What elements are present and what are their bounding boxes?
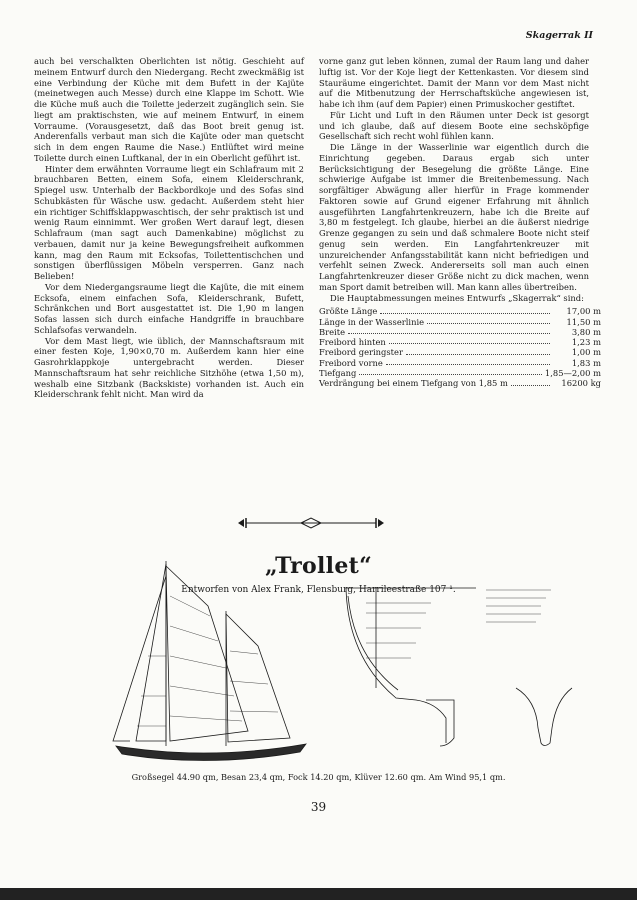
- page-number: 39: [310, 800, 327, 814]
- dimension-row: [319, 358, 601, 368]
- dimension-label: Größte Länge: [319, 306, 378, 317]
- paragraph: Hinter dem erwähnten Vorraume liegt ein Schlafraum mit 2 brauchbaren Betten, einem Sofa, einem Kleiderschrank, Spiegel usw. Unterhalb der Backbordkoje und des Sofas sind Schubkästen für Wäsche usw. gedacht. Außerdem steht hier ein richtiger Schiffsklappwaschtisch, der sehr praktisch ist und wenig Raum einnimmt. Wer großen Wert darauf legt, diesen Schlafraum (man sagt auch Damenkabine) möglichst zu verbauen, damit nur ja keine Bewegungsfreiheit aufkommen kann, mag den Raum mit Ecksofas, Toilettentischchen und sonstigen überflüssigen Möbeln versperren. Ganz nach Belieben!: [34, 163, 304, 281]
- dimension-value: 16200 kg: [561, 378, 601, 389]
- dimension-value: 3,80 m: [571, 326, 601, 337]
- dimension-label: Freibord geringster: [319, 347, 403, 358]
- dimension-row: [319, 337, 601, 347]
- dimension-label: Tiefgang: [319, 368, 357, 379]
- dimension-label: Freibord vorne: [319, 357, 383, 368]
- dimension-row: [319, 317, 601, 327]
- dimension-row: [319, 327, 601, 337]
- dimension-value: 1,23 m: [571, 337, 601, 348]
- running-header: Skagerrak II: [525, 30, 593, 41]
- left-column: [34, 56, 304, 400]
- scan-edge: [0, 888, 637, 900]
- article-subtitle: Entworfen von Alex Frank, Flensburg, Harrileestraße 107 ¹.: [181, 585, 456, 595]
- dimension-label: Breite: [319, 326, 346, 337]
- section-divider: [236, 516, 386, 530]
- paragraph: Vor dem Mast liegt, wie üblich, der Mannschaftsraum mit einer festen Koje, 1,90×0,70 m. Außerdem kann hier eine Gasrohrklappkoje untergebracht werden. Dieser Mannschaftsraum hat sehr reichliche Sitzhöhe (etwa 1,50 m), weshalb eine Sitzbank (Backskiste) vorhanden ist. Auch ein Kleiderschrank fehlt nicht. Man wird da: [34, 335, 304, 400]
- dimension-row: [319, 347, 601, 357]
- paragraph: Die Länge in der Wasserlinie war eigentlich durch die Einrichtung gegeben. Daraus ergab sich unter Berücksichtigung der Besegelung die größte Länge. Eine schwierige Aufgabe ist immer die Breitenbemessung. Nach sorgfältiger Abwägung aller hierfür in Frage kommender Faktoren sowie auf Grund eigener Erfahrung mit ähnlich ausgeführten Langfahrtenkreuzern, habe ich die Breite auf 3,80 m festgelegt. Ich glaube, hierbei an die äußerst niedrige Grenze gegangen zu sein und daß schmalere Boote nicht steif genug sein werden. Ein Langfahrtenkreuzer mit unzureichender Anfangsstabilität kann nicht befriedigen und verfehlt seinen Zweck. Andererseits soll man auch einen Langfahrtenkreuzer dieser Größe nicht zu dick machen, wenn man Sport damit betreiben will. Man kann alles übertreiben.: [319, 142, 589, 292]
- paragraph: Vor dem Niedergangsraume liegt die Kajüte, die mit einem Ecksofa, einem einfachen Sofa, Kleiderschrank, Bufett, Schränkchen und Bort ausgestattet ist. Die 1,90 m langen Sofas lassen sich durch einfache Handgriffe in brauchbare Schlafsofas verwandeln.: [34, 281, 304, 335]
- sail-plan-drawing: [108, 556, 308, 791]
- right-column: [319, 56, 601, 389]
- dimension-label: Freibord hinten: [319, 337, 386, 348]
- dimension-value: 17,00 m: [566, 306, 601, 317]
- dimension-row: [319, 378, 601, 388]
- dimension-value: 1,85—2,00 m: [544, 368, 601, 379]
- dimension-row: [319, 368, 601, 378]
- article-title: „Trollet“: [264, 553, 373, 579]
- dimension-row: [319, 306, 601, 316]
- paragraph: auch bei verschalkten Oberlichten ist nötig. Geschieht auf meinem Entwurf durch den Niedergang. Recht zweckmäßig ist eine Verbindung der Küche mit dem Bufett in der Kajüte (meinetwegen auch Messe) durch eine Klappe im Schott. Wie die Küche muß auch die Toilette jederzeit zugänglich sein. Sie liegt am praktischsten, wie auf meinem Entwurf, in einem Vorraume. (Vorausgesetzt, daß das Boot breit genug ist. Anderenfalls verbaut man sich die Kajüte oder man quetscht sich in dem engen Raume die Nase.) Entlüftet wird meine Toilette durch einen Luftkanal, der in ein Oberlicht geführt ist.: [34, 56, 304, 163]
- paragraph: vorne ganz gut leben können, zumal der Raum lang und daher luftig ist. Vor der Koje liegt der Kettenkasten. Vor diesem sind Stauräume eingerichtet. Damit der Mann vor dem Mast nicht auf die Mitbenutzung der Herrschaftsküche angewiesen ist, habe ich ihm (auf dem Papier) einen Primuskocher gestiftet.: [319, 56, 589, 109]
- dimension-value: 11,50 m: [566, 316, 601, 327]
- dimension-value: 1,00 m: [571, 347, 601, 358]
- paragraph: Für Licht und Luft in den Räumen unter Deck ist gesorgt und ich glaube, daß auf diesem Boote eine sechsköpfige Gesellschaft sich recht wohl fühlen kann.: [319, 109, 589, 142]
- dimension-label: Länge in der Wasserlinie: [319, 316, 425, 327]
- dimension-label: Verdrängung bei einem Tiefgang von 1,85 m: [319, 378, 508, 389]
- dimensions-table: [319, 306, 601, 388]
- paragraph: Die Hauptabmessungen meines Entwurfs „Skagerrak“ sind:: [330, 292, 584, 303]
- dimension-value: 1,83 m: [571, 357, 601, 368]
- construction-section-drawing: [336, 568, 576, 758]
- figure-caption: Großsegel 44.90 qm, Besan 23,4 qm, Fock 14.20 qm, Klüver 12.60 qm. Am Wind 95,1 qm.: [131, 772, 506, 782]
